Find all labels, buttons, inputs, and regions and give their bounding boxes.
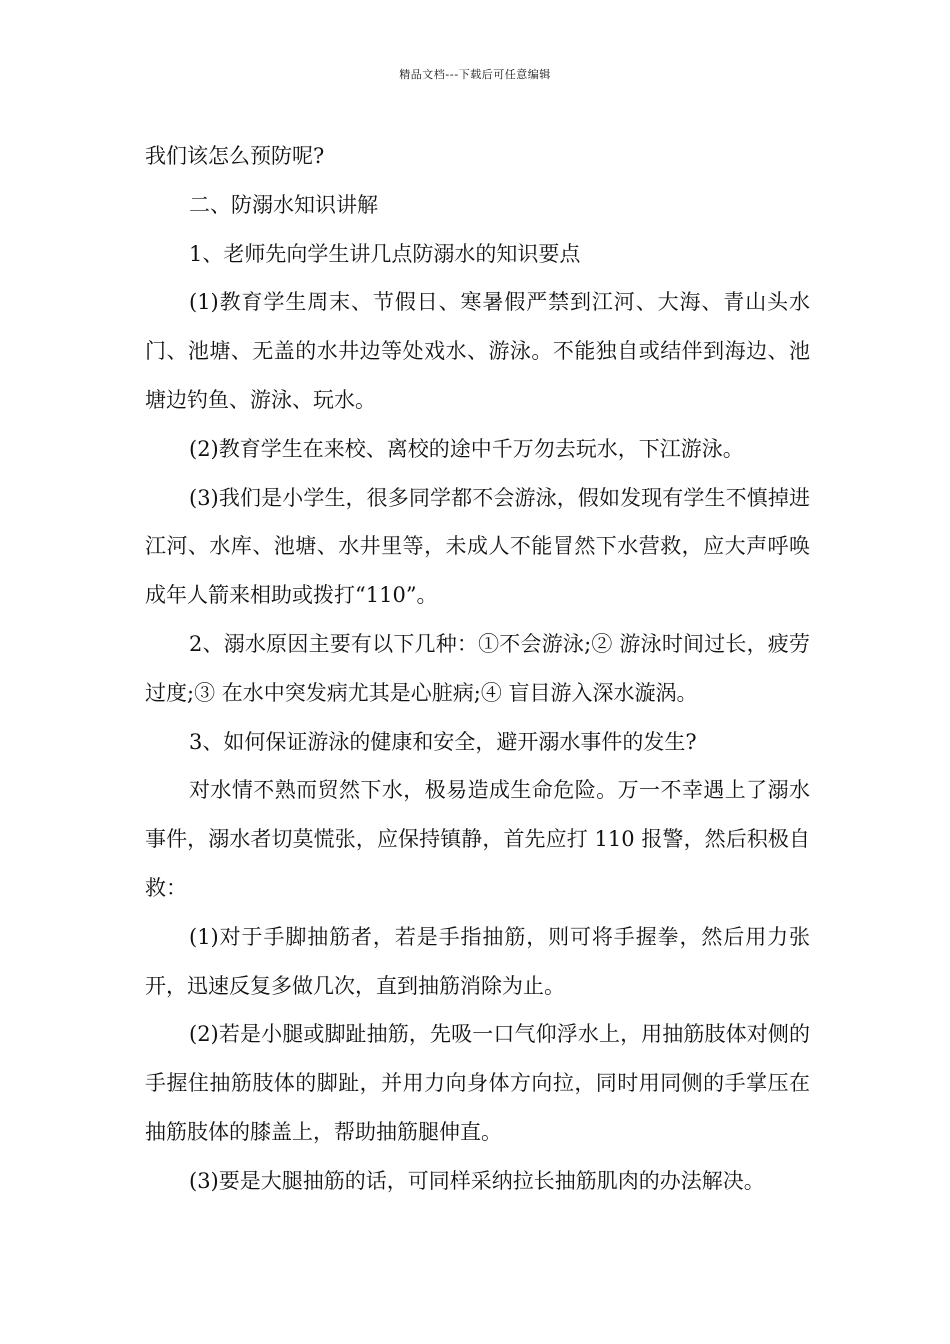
list-item: (3)我们是小学生，很多同学都不会游泳，假如发现有学生不慎掉进江河、水库、池塘、水井里等，未成人不能冒然下水营救，应大声呼唤成年人箭来相助或拨打“110”。 [145, 485, 810, 608]
list-item: (2)若是小腿或脚趾抽筋，先吸一口气仰浮水上，用抽筋肢体对侧的手握住抽筋肢体的脚趾，并用力向身体方向拉，同时用同侧的手掌压在抽筋肢体的膝盖上，帮助抽筋腿伸直。 [145, 1022, 810, 1144]
point-heading-3: 3、如何保证游泳的健康和安全，避开溺水事件的发生? [189, 729, 697, 754]
list-item: (1)教育学生周末、节假日、寒暑假严禁到江河、大海、青山头水门、池塘、无盖的水井边等处戏水、游泳。不能独自或结伴到海边、池塘边钓鱼、游泳、玩水。 [145, 290, 810, 412]
paragraph-question: 我们该怎么预防呢? [145, 144, 325, 168]
point-heading-1: 1、老师先向学生讲几点防溺水的知识要点 [189, 241, 581, 266]
list-item: (1)对于手脚抽筋者，若是手指抽筋，则可将手握拳，然后用力张开，迅速反复多做几次，直到抽筋消除为止。 [145, 924, 810, 998]
document-body [145, 132, 810, 1206]
paragraph: 对水情不熟而贸然下水，极易造成生命危险。万一不幸遇上了溺水事件，溺水者切莫慌张，应保持镇静，首先应打 110 报警，然后积极自救： [145, 778, 810, 900]
page-header: 精品文档---下载后可任意编辑 [399, 68, 551, 81]
section-heading: 二、防溺水知识讲解 [189, 192, 378, 217]
list-item: (2)教育学生在来校、离校的途中千万勿去玩水，下江游泳。 [189, 436, 744, 461]
point-heading-2: 2、溺水原因主要有以下几种：①不会游泳;② 游泳时间过长，疲劳过度;③ 在水中突发病尤其是心脏病;④ 盲目游入深水漩涡。 [145, 631, 810, 705]
list-item: (3)要是大腿抽筋的话，可同样采纳拉长抽筋肌肉的办法解决。 [189, 1168, 765, 1193]
